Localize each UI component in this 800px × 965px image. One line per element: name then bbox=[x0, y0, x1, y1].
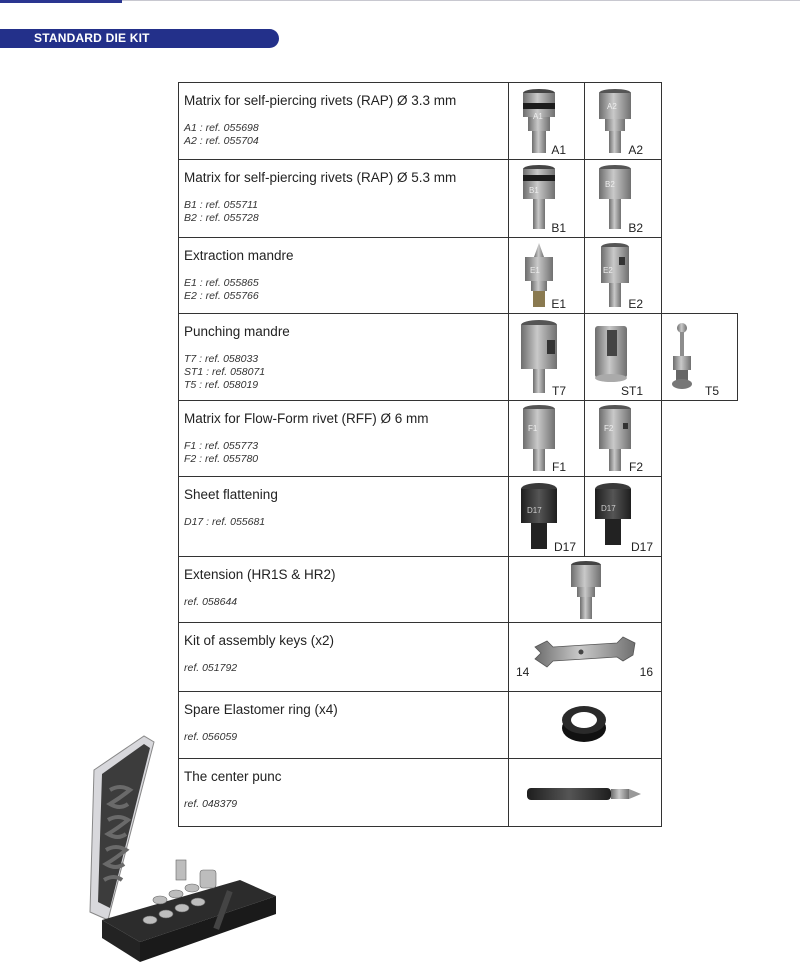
ref-line: T5 : ref. 058019 bbox=[184, 379, 259, 391]
tool-image-cell bbox=[508, 313, 585, 401]
tool-image-cell bbox=[508, 237, 585, 314]
image-label: 16 bbox=[639, 665, 653, 679]
image-label: E1 bbox=[551, 297, 566, 311]
ref-line: A1 : ref. 055698 bbox=[184, 122, 259, 134]
image-label: F2 bbox=[628, 460, 643, 474]
row-refs bbox=[184, 122, 503, 148]
image-label: T5 bbox=[704, 384, 719, 398]
tool-image-cell bbox=[584, 476, 662, 557]
svg-text:F1: F1 bbox=[528, 424, 538, 433]
row-title: The center punc bbox=[184, 769, 282, 784]
table-row bbox=[178, 159, 662, 238]
row-title: Extraction mandre bbox=[184, 248, 294, 263]
tool-image-cell bbox=[508, 82, 585, 160]
ref-line: E1 : ref. 055865 bbox=[184, 277, 259, 289]
image-label: ST1 bbox=[620, 384, 643, 398]
image-label: A1 bbox=[551, 143, 566, 157]
row-refs bbox=[184, 440, 503, 466]
row-description bbox=[178, 476, 509, 557]
row-title: Punching mandre bbox=[184, 324, 290, 339]
row-title: Matrix for Flow-Form rivet (RFF) Ø 6 mm bbox=[184, 411, 429, 426]
ref-line: B1 : ref. 055711 bbox=[184, 199, 258, 211]
center-punch-icon bbox=[525, 783, 643, 805]
row-description bbox=[178, 159, 509, 238]
table-row bbox=[178, 476, 662, 557]
table-row bbox=[178, 556, 662, 623]
image-label: D17 bbox=[553, 540, 576, 554]
svg-text:A1: A1 bbox=[533, 112, 543, 121]
table-row bbox=[178, 82, 662, 160]
tool-image-cell bbox=[584, 313, 662, 401]
ref-line: ref. 056059 bbox=[184, 731, 238, 743]
row-title: Sheet flattening bbox=[184, 487, 278, 502]
tool-image-cell bbox=[584, 159, 662, 238]
sleeve-icon bbox=[593, 324, 629, 382]
tool-image-cell bbox=[584, 400, 662, 477]
svg-text:E1: E1 bbox=[530, 266, 540, 275]
tool-image-cell bbox=[508, 159, 585, 238]
image-label: 14 bbox=[516, 665, 530, 679]
image-label: B1 bbox=[551, 221, 566, 235]
ref-line: ST1 : ref. 058071 bbox=[184, 366, 266, 378]
row-refs bbox=[184, 277, 503, 303]
row-title: Kit of assembly keys (x2) bbox=[184, 633, 335, 648]
ref-line: D17 : ref. 055681 bbox=[184, 516, 266, 528]
row-title: Matrix for self-piercing rivets (RAP) Ø 3.3 mm bbox=[184, 93, 457, 108]
row-description bbox=[178, 556, 509, 623]
top-accent-bar bbox=[0, 0, 122, 3]
die-icon bbox=[597, 405, 633, 473]
row-refs bbox=[184, 199, 503, 225]
row-description bbox=[178, 400, 509, 477]
svg-text:D17: D17 bbox=[601, 504, 616, 513]
image-label: D17 bbox=[630, 540, 653, 554]
tool-image-cell bbox=[508, 556, 662, 623]
row-description bbox=[178, 82, 509, 160]
row-title: Extension (HR1S & HR2) bbox=[184, 567, 336, 582]
row-description bbox=[178, 622, 509, 692]
tool-image-cell bbox=[661, 313, 738, 401]
table-row bbox=[178, 237, 662, 314]
row-refs bbox=[184, 516, 503, 529]
tool-image-cell bbox=[584, 237, 662, 314]
tool-case-icon bbox=[80, 730, 280, 965]
tool-image-cell bbox=[508, 476, 585, 557]
extension-icon bbox=[569, 561, 603, 621]
ref-line: F2 : ref. 055780 bbox=[184, 453, 259, 465]
row-title: Spare Elastomer ring (x4) bbox=[184, 702, 338, 717]
row-title: Matrix for self-piercing rivets (RAP) Ø 5.3 mm bbox=[184, 170, 457, 185]
ref-line: B2 : ref. 055728 bbox=[184, 212, 259, 224]
ref-line: ref. 051792 bbox=[184, 662, 238, 674]
image-label: B2 bbox=[628, 221, 643, 235]
wrench-key-icon bbox=[533, 635, 637, 669]
image-label: A2 bbox=[628, 143, 643, 157]
tool-image-cell bbox=[508, 691, 662, 759]
svg-text:D17: D17 bbox=[527, 506, 542, 515]
flattening-die-icon bbox=[593, 483, 633, 551]
table-row bbox=[178, 400, 662, 477]
image-label: E2 bbox=[628, 297, 643, 311]
ref-line: F1 : ref. 055773 bbox=[184, 440, 259, 452]
tool-image-cell bbox=[584, 82, 662, 160]
row-description bbox=[178, 237, 509, 314]
punch-pin-icon bbox=[668, 322, 698, 392]
svg-text:A2: A2 bbox=[607, 102, 617, 111]
row-refs bbox=[184, 596, 503, 609]
ref-line: ref. 048379 bbox=[184, 798, 238, 810]
tool-image-cell bbox=[508, 758, 662, 827]
svg-text:B1: B1 bbox=[529, 186, 539, 195]
tool-image-cell bbox=[508, 622, 662, 692]
die-kit-table bbox=[178, 82, 738, 827]
ref-line: E2 : ref. 055766 bbox=[184, 290, 259, 302]
ref-line: A2 : ref. 055704 bbox=[184, 135, 259, 147]
table-row bbox=[178, 313, 738, 401]
table-row bbox=[178, 622, 662, 692]
row-refs bbox=[184, 662, 503, 675]
ref-line: T7 : ref. 058033 bbox=[184, 353, 259, 365]
image-label: T7 bbox=[551, 384, 566, 398]
svg-text:F2: F2 bbox=[604, 424, 614, 433]
svg-text:B2: B2 bbox=[605, 180, 615, 189]
svg-text:E2: E2 bbox=[603, 266, 613, 275]
ref-line: ref. 058644 bbox=[184, 596, 238, 608]
section-banner: STANDARD DIE KIT bbox=[0, 29, 279, 48]
row-description bbox=[178, 313, 509, 401]
row-refs bbox=[184, 353, 503, 392]
image-label: F1 bbox=[551, 460, 566, 474]
elastomer-ring-icon bbox=[559, 704, 609, 744]
tool-image-cell bbox=[508, 400, 585, 477]
